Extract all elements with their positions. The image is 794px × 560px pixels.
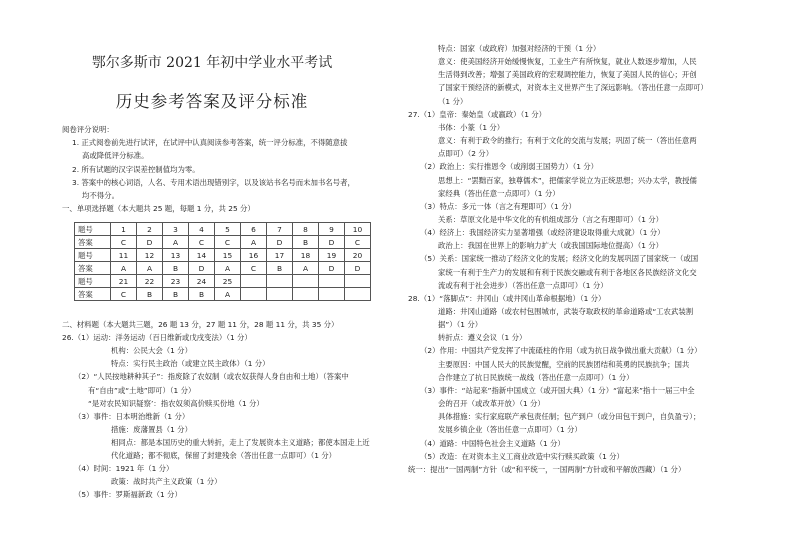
text-line: 生活得到改善；增强了美国政府的宏观调控能力，恢复了美国人民的信心；开创 [438,70,697,80]
text-line: 家经典（答出任意一点即可）（1 分） [438,188,560,198]
table-cell: A [215,288,241,301]
multiple-choice-answer-table [74,222,371,301]
table-cell: D [189,262,215,275]
text-line: （3）事件：“站起来”指新中国成立（或开国大典）（1 分）“富起来”指十一届三中全 [420,385,695,395]
table-cell: 3 [163,223,189,236]
text-line: （5）关系：国家统一推动了经济文化的发展；经济文化的发展巩固了国家统一（或国 [420,254,699,264]
table-cell [267,275,293,288]
table-cell: A [111,262,137,275]
table-cell: C [345,236,371,249]
row-header-cell: 题号 [75,249,111,262]
text-line: 具体措施：实行家庭联产承包责任制；包产到户（或分田包干到户，自负盈亏）； [438,412,701,422]
table-cell: A [241,236,267,249]
text-line: （1 分） [438,96,468,106]
text-line: （4）时间：1921 年（1 分） [74,464,174,474]
text-line: 27.（1）皇帝：秦始皇（或嬴政）（1 分） [408,109,547,119]
document-title: 历史参考答案及评分标准 [115,92,309,111]
text-line: 特点：实行民主政治（或建立民主政体）（1 分） [111,359,270,369]
row-header-cell: 答案 [75,236,111,249]
text-line: 了国家干预经济的新模式，对资本主义世界产生了深远影响。（答出任意一点即可） [438,83,708,93]
table-cell [345,275,371,288]
text-line: 发展乡镇企业（答出任意一点即可）（1 分） [438,425,582,435]
text-line: 主要原因：中国人民大的民族觉醒，空前的民族团结和英勇的民族抗争；国共 [438,359,690,369]
text-line: 26.（1）运动：洋务运动（百日维新或戊戌变法）（1 分） [62,333,252,343]
table-cell: 13 [163,249,189,262]
table-cell: B [137,288,163,301]
table-row [75,275,371,288]
table-cell: 17 [267,249,293,262]
table-cell: 20 [345,249,371,262]
text-line: （2）“人民按地耕种其子”：指废除了农奴制（或农奴获得人身自由和土地）（答案中 [74,372,349,382]
table-cell: 21 [111,275,137,288]
table-row [75,223,371,236]
table-cell: B [293,236,319,249]
table-cell: B [267,262,293,275]
text-line: （2）政治上：实行推恩令（或削弱王国势力）（1 分） [420,162,599,172]
table-cell: 15 [215,249,241,262]
table-cell: 24 [189,275,215,288]
table-cell: C [111,236,137,249]
table-row [75,262,371,275]
text-line: 代化道路；都不彻底，保留了封建残余（答出任意一点即可）（1 分） [111,451,337,460]
text-line: 3. 答案中的核心词语，人名、专用术语出现错别字，以及该站书名号而未加书名号者， [72,177,355,187]
table-cell: A [137,262,163,275]
text-line: （4）道路：中国特色社会主义道路（1 分） [420,438,565,448]
row-header-cell: 题号 [75,275,111,288]
text-line: 有“自由”或“土地”即可）（1 分） [88,385,196,395]
table-cell [267,288,293,301]
table-cell: 2 [137,223,163,236]
table-cell: 18 [293,249,319,262]
table-cell: C [111,288,137,301]
table-cell: B [189,288,215,301]
table-cell: 8 [293,223,319,236]
table-cell: 19 [319,249,345,262]
table-cell [293,275,319,288]
table-cell: D [319,236,345,249]
table-cell: 16 [241,249,267,262]
text-line: 特点：国家（或政府）加强对经济的干预（1 分） [438,44,601,53]
text-line: 关系：草原文化是中华文化的有机组成部分（言之有理即可）（1 分） [438,214,664,224]
table-row [75,236,371,249]
text-line: 一、单项选择题（本大题共 25 题，每题 1 分，共 25 分） [62,204,255,214]
text-line: 点即可）（2 分） [438,149,494,159]
table-cell: 6 [241,223,267,236]
table-cell: 23 [163,275,189,288]
table-cell [293,288,319,301]
text-line: 意义：有利于政令的推行；有利于文化的交流与发展；巩固了统一（答出任意两 [438,136,697,146]
table-cell: 4 [189,223,215,236]
table-cell: A [293,262,319,275]
text-line: 流或有利于社会进步）（答出任意一点即可）（1 分） [438,280,608,290]
text-line: 政策：战时共产主义政策（1 分） [111,477,222,487]
text-line: 28.（1）“落脚点”：井冈山（或井冈山革命根据地）（1 分） [408,293,606,303]
text-line: 道路：井冈山道路（或农村包围城市，武装夺取政权的革命道路或“工农武装割 [438,307,694,316]
table-cell [319,275,345,288]
text-line: 合作建立了抗日民族统一战线（答出任意一点即可）（1 分） [438,372,634,382]
table-cell: 22 [137,275,163,288]
table-cell: D [267,236,293,249]
text-line: 相同点：都是本国历史的重大转折，走上了发展资本主义道路；都使本国走上近 [111,437,370,447]
text-line: 政治上：我国在世界上的影响力扩大（或我国国际地位提高）（1 分） [438,241,664,251]
text-line: 二、材料题（本大题共三题，26 题 13 分，27 题 11 分，28 题 11 分，共 35 分） [62,320,339,329]
table-cell: 11 [111,249,137,262]
text-line: （4）经济上：我国经济实力显著增强（或经济建设取得重大成就）（1 分） [420,228,665,238]
text-line: （2）作用：中国共产党发挥了中流砥柱的作用（或为抗日战争做出重大贡献）（1 分） [420,346,702,356]
table-cell [241,275,267,288]
text-line: （5）事件：罗斯福新政（1 分） [74,490,182,500]
table-cell [319,288,345,301]
text-line: 1. 正式阅卷前先进行试评，在试评中认真阅读参考答案，统一评分标准，不得随意拔 [72,138,348,148]
table-cell: D [137,236,163,249]
text-line: 会的召开（或改革开放）（1 分） [438,399,545,409]
table-cell: C [241,262,267,275]
text-line: 高或降低评分标准。 [82,151,149,161]
table-row [75,249,371,262]
table-cell: 10 [345,223,371,236]
table-cell: B [163,262,189,275]
table-cell: D [319,262,345,275]
table-cell: 5 [215,223,241,236]
text-line: 2. 所有试题的汉字误差控制值均为零。 [72,164,200,174]
table-cell: 9 [319,223,345,236]
table-cell: 25 [215,275,241,288]
row-header-cell: 答案 [75,262,111,275]
text-line: 转折点：遵义会议（1 分） [438,333,527,343]
table-cell: 7 [267,223,293,236]
text-line: （5）改造：在对资本主义工商业改造中实行赎买政策（1 分） [420,451,624,461]
table-cell: C [215,236,241,249]
table-cell: A [163,236,189,249]
exam-title: 鄂尔多斯市 2021 年初中学业水平考试 [91,55,333,71]
text-line: 意义：使美国经济开始缓慢恢复，工业生产有所恢复，就业人数逐步增加，人民 [438,57,697,67]
text-line: “是对农民知识疑察’：指农奴须高价赎买份地（1 分） [88,398,264,408]
text-line: 阅卷评分说明： [62,125,114,134]
row-header-cell: 题号 [75,223,111,236]
table-cell: D [345,262,371,275]
text-line: （3）事件：日本明治维新（1 分） [74,411,190,421]
table-cell [241,288,267,301]
table-cell [345,288,371,301]
table-cell: B [163,288,189,301]
text-line: 措施：废藩置县（1 分） [111,424,192,434]
table-cell: C [189,236,215,249]
table-cell: A [215,262,241,275]
text-line: 思想上：“罢黜百家，独尊儒术”，把儒家学说立为正统思想；兴办太学，教授儒 [438,175,697,185]
table-row [75,288,371,301]
row-header-cell: 答案 [75,288,111,301]
text-line: 统一：提出“一国两制”方针（或“和平统一，一国两制”方针或和平解放西藏）（1 分） [408,464,686,474]
text-line: （3）特点：多元一体（言之有理即可）（1 分） [420,201,576,211]
table-cell: 1 [111,223,137,236]
text-line: 机构：公民大会（1 分） [111,346,192,356]
text-line: 均不得分。 [82,191,119,200]
text-line: 据”）（1 分） [438,320,483,330]
table-cell: 14 [189,249,215,262]
text-line: 家统一有利于生产力的发展和有利于民族交融或有利于各地区各民族经济文化交 [438,267,697,277]
text-line: 书体：小篆（1 分） [438,122,505,132]
table-cell: 12 [137,249,163,262]
